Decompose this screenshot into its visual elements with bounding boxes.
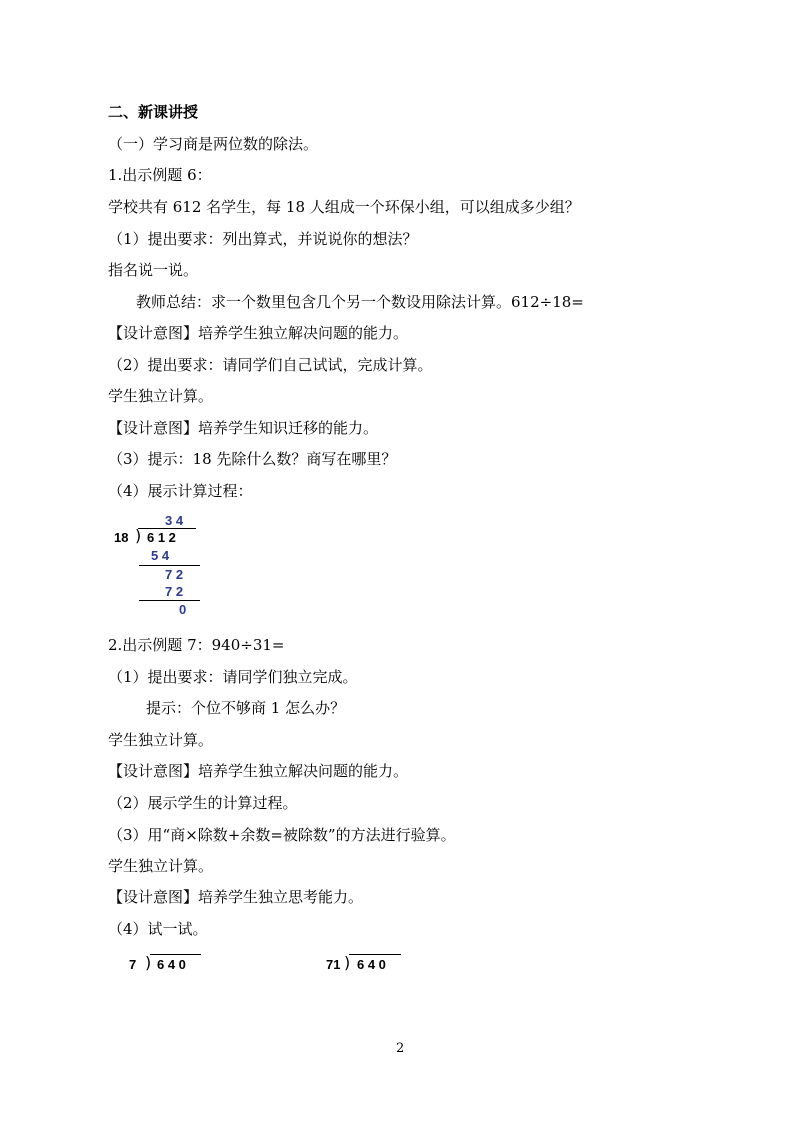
step-4: （4）展示计算过程： (108, 482, 253, 500)
step-1: （1）提出要求：列出算式，并说说你的想法？ (108, 230, 418, 248)
example-7-title: 2.出示例题 7：940÷31= (108, 636, 285, 654)
example-7-step-3: （3）用“商×除数+余数=被除数”的方法进行验算。 (108, 826, 456, 844)
quotient: 3 4 (165, 513, 184, 528)
section-heading: 二、新课讲授 (108, 103, 199, 121)
exercise-2-bracket: ) (344, 953, 351, 972)
page-number: 2 (396, 1041, 405, 1056)
remainder-2: 0 (179, 602, 187, 617)
example-6-problem: 学校共有 612 名学生，每 18 人组成一个环保小组，可以组成多少组？ (108, 198, 580, 216)
exercise-2-bar (349, 954, 401, 955)
division-bar (138, 528, 196, 529)
remainder-1: 7 2 (165, 567, 184, 582)
dividend: 6 1 2 (147, 530, 176, 545)
exercise-1-bracket: ) (145, 953, 152, 972)
exercise-2-dividend: 6 4 0 (357, 957, 386, 972)
product-2: 7 2 (165, 584, 184, 599)
division-bracket: ) (135, 526, 142, 545)
example-6-title: 1.出示例题 6： (108, 166, 212, 184)
exercise-1-divisor: 7 (129, 957, 137, 972)
design-intent-2: 【设计意图】培养学生知识迁移的能力。 (108, 419, 379, 437)
design-intent-1: 【设计意图】培养学生独立解决问题的能力。 (108, 324, 409, 342)
student-calc-2: 学生独立计算。 (108, 731, 214, 749)
try-it: （4）试一试。 (108, 920, 208, 938)
product-1: 5 4 (151, 548, 170, 563)
teacher-summary: 教师总结：求一个数里包含几个另一个数设用除法计算。612÷18= (136, 293, 584, 311)
call-on-students: 指名说一说。 (108, 261, 199, 279)
example-7-step-2: （2）展示学生的计算过程。 (108, 794, 298, 812)
subtraction-line-2 (139, 600, 200, 601)
student-calc-1: 学生独立计算。 (108, 387, 214, 405)
subtraction-line-1 (139, 565, 200, 566)
exercise-2-divisor: 71 (326, 957, 341, 972)
exercise-1-bar (150, 954, 201, 955)
exercise-1-dividend: 6 4 0 (157, 957, 186, 972)
subsection-title: （一）学习商是两位数的除法。 (108, 135, 319, 153)
step-2: （2）提出要求：请同学们自己试试，完成计算。 (108, 356, 433, 374)
design-intent-4: 【设计意图】培养学生独立思考能力。 (108, 888, 364, 906)
design-intent-3: 【设计意图】培养学生独立解决问题的能力。 (108, 762, 409, 780)
step-3: （3）提示：18 先除什么数？商写在哪里？ (108, 450, 397, 468)
student-calc-3: 学生独立计算。 (108, 857, 214, 875)
divisor: 18 (114, 530, 129, 545)
hint: 提示：个位不够商 1 怎么办？ (146, 699, 346, 717)
example-7-step-1: （1）提出要求：请同学们独立完成。 (108, 668, 358, 686)
